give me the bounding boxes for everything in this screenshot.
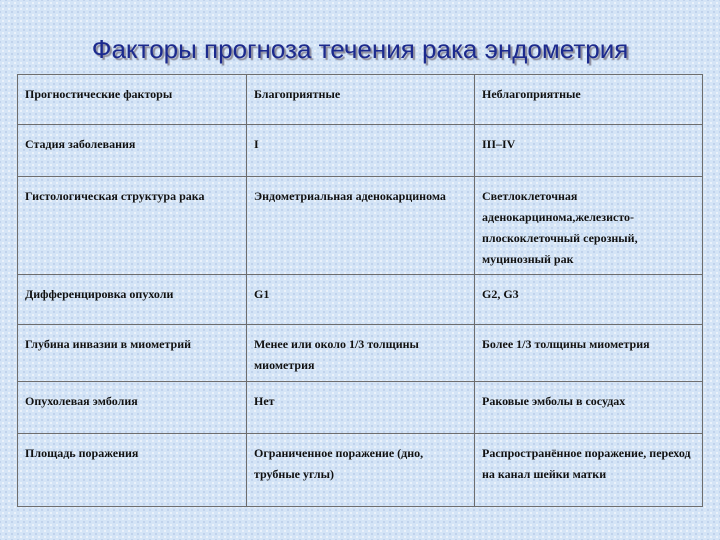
header-cell: Благоприятные [247,75,475,125]
table-row [18,275,703,325]
unfavorable-cell: G2, G3 [475,275,703,325]
factor-cell: Опухолевая эмболия [18,382,247,434]
factor-cell: Гистологическая структура рака [18,177,247,275]
factor-cell: Стадия заболевания [18,125,247,177]
favorable-cell: Менее или около 1/3 толщины миометрия [247,325,475,382]
unfavorable-cell: Более 1/3 толщины миометрия [475,325,703,382]
favorable-cell: Нет [247,382,475,434]
table-row [18,125,703,177]
unfavorable-cell: Распространённое поражение, переход на канал шейки матки [475,434,703,507]
unfavorable-cell: Светлоклеточная аденокарцинома,железисто-плоскоклеточный серозный, муцинозный рак [475,177,703,275]
table-header-row [18,75,703,125]
slide-title: Факторы прогноза течения рака эндометрия [91,34,629,64]
factor-cell: Глубина инвазии в миометрий [18,325,247,382]
table-row [18,382,703,434]
favorable-cell: Эндометриальная аденокарцинома [247,177,475,275]
table-row [18,325,703,382]
table-row [18,434,703,507]
header-cell: Прогностические факторы [18,75,247,125]
unfavorable-cell: Раковые эмболы в сосудах [475,382,703,434]
favorable-cell: I [247,125,475,177]
favorable-cell: G1 [247,275,475,325]
prognosis-factors-table [17,74,703,507]
favorable-cell: Ограниченное поражение (дно, трубные углы) [247,434,475,507]
factor-cell: Дифференцировка опухоли [18,275,247,325]
unfavorable-cell: III–IV [475,125,703,177]
table-row [18,177,703,275]
header-cell: Неблагоприятные [475,75,703,125]
factor-cell: Площадь поражения [18,434,247,507]
